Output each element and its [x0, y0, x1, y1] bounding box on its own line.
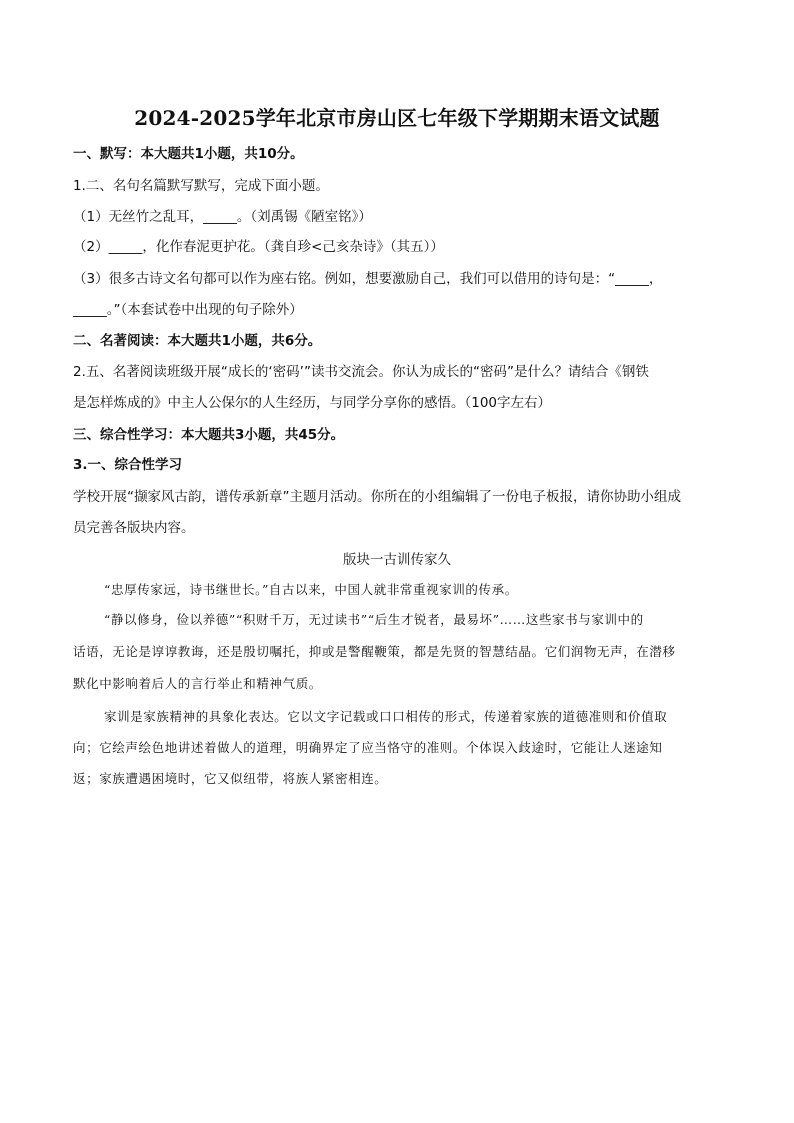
passage-line: 话语，无论是谆谆教诲，还是殷切嘱托，抑或是警醒鞭策，都是先贤的智慧结晶。它们润物无声，在潜移 [73, 644, 676, 659]
question-1-item-2: （2）_____，化作春泥更护花。（龚自珍<己亥杂诗》（其五）） [73, 239, 444, 255]
question-3-heading: 3.一、综合性学习 [73, 457, 183, 473]
passage-paragraph: 家训是家族精神的具象化表达。它以文字记载或口口相传的形式，传递着家族的道德准则和价值取 [104, 709, 668, 724]
question-3-intro-continued: 员完善各版块内容。 [73, 520, 195, 536]
question-1-item-3-continued: _____。”（本套试卷中出现的句子除外） [73, 302, 303, 318]
section-heading-comprehensive: 三、综合性学习：本大题共3小题，共45分。 [73, 427, 345, 443]
passage-line: 向；它绘声绘色地讲述着做人的道理，明确界定了应当恪守的准则。个体误入歧途时，它能让人迷途知 [73, 740, 663, 755]
section-block-heading: 版块一古训传家久 [343, 552, 451, 568]
question-1-item-1: （1）无丝竹之乱耳，_____。（刘禹锡《陋室铭》） [73, 209, 372, 225]
document-title: 2024-2025学年北京市房山区七年级下学期期末语文试题 [134, 106, 660, 130]
passage-line: 默化中影响着后人的言行举止和精神气质。 [73, 676, 322, 691]
section-heading-reading: 二、名著阅读：本大题共1小题，共6分。 [73, 333, 322, 349]
passage-line: 返；家族遭遇困境时，它又似纽带，将族人紧密相连。 [73, 771, 388, 786]
passage-paragraph: “静以修身，俭以养德”“积财千万，无过读书”“后生才锐者，最易坏”……这些家书与家训中的 [104, 612, 644, 627]
question-2-stem-continued: 是怎样炼成的》中主人公保尔的人生经历，与同学分享你的感悟。（100字左右） [73, 395, 552, 411]
question-3-intro: 学校开展“撷家风古韵，谱传承新章”主题月活动。你所在的小组编辑了一份电子板报，请你协助小组成 [73, 489, 681, 505]
passage-paragraph: “忠厚传家远，诗书继世长。”自古以来，中国人就非常重视家训的传承。 [104, 582, 518, 597]
question-1-item-3: （3）很多古诗文名句都可以作为座右铭。例如，想要激励自己，我们可以借用的诗句是：“_____， [73, 271, 663, 287]
question-2-stem: 2.五、名著阅读班级开展“成长的‘密码’”读书交流会。你认为成长的“密码”是什么？请结合《钢铁 [73, 364, 649, 380]
question-1-stem: 1.二、名句名篇默写默写，完成下面小题。 [73, 178, 329, 194]
section-heading-dictation: 一、默写：本大题共1小题，共10分。 [73, 146, 304, 162]
